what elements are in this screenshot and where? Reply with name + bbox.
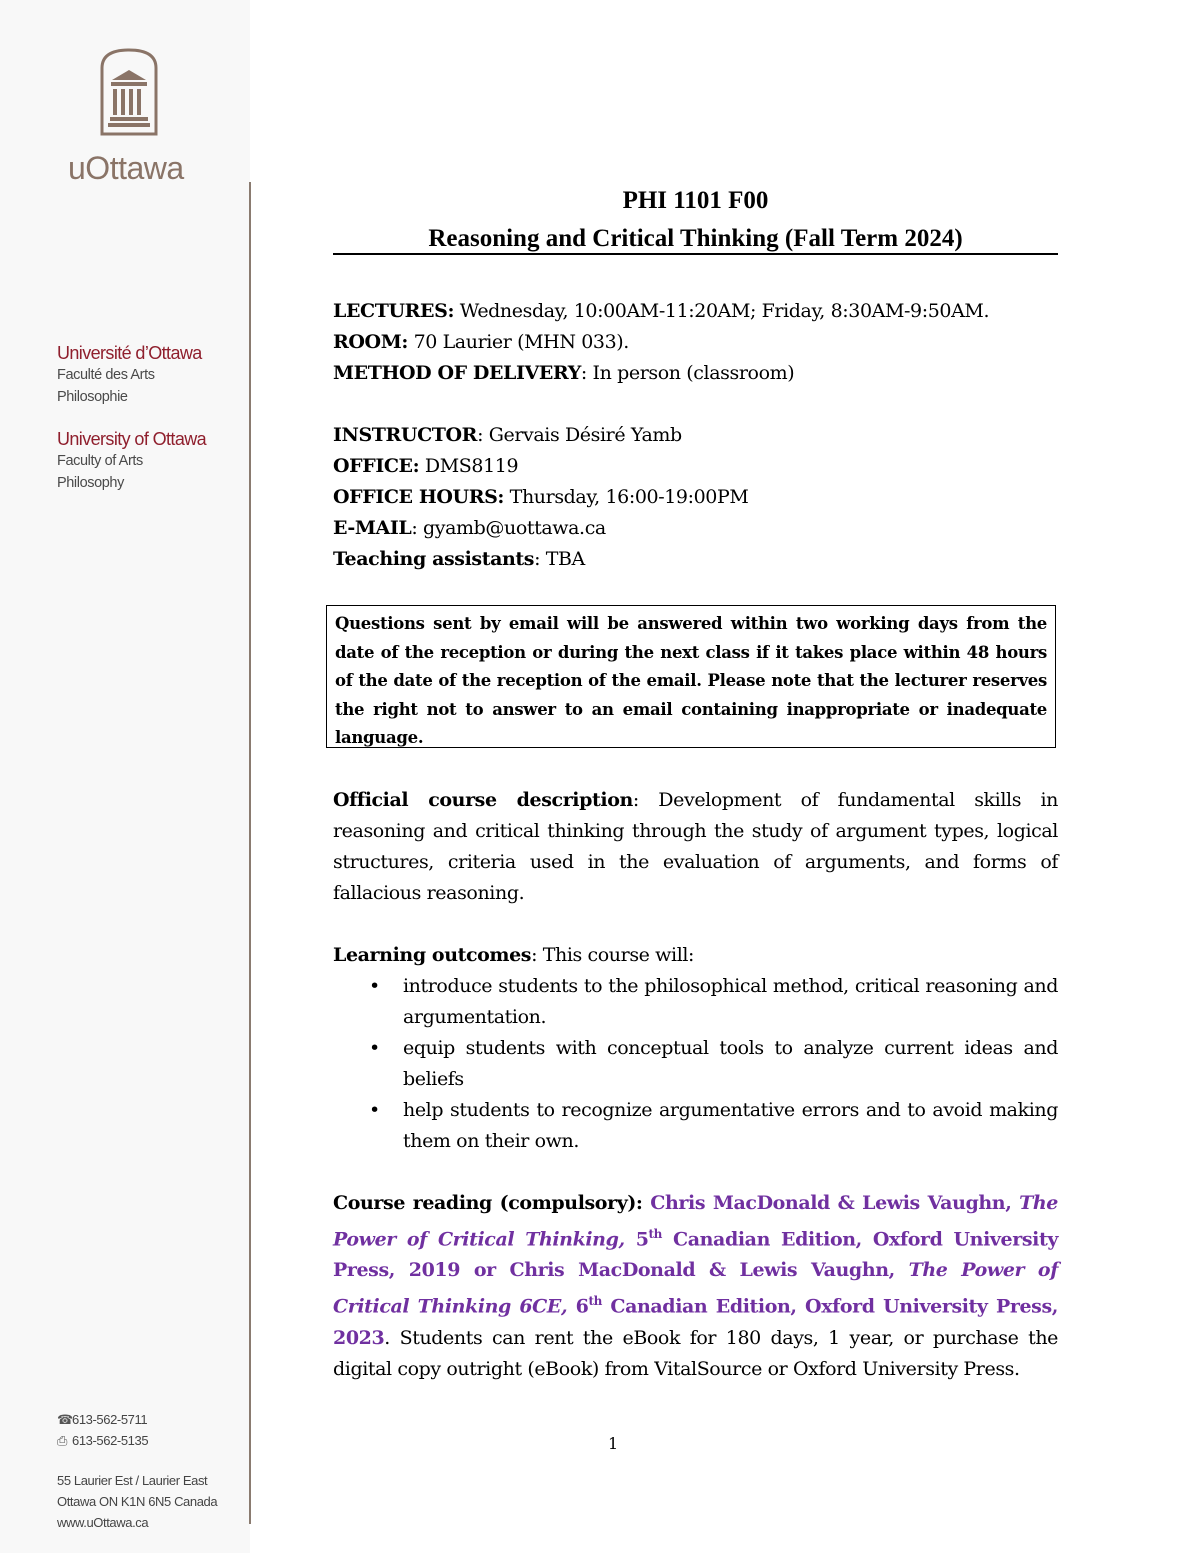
office-hours-label: OFFICE HOURS: xyxy=(333,486,505,508)
instructor-line xyxy=(333,420,1058,451)
learning-outcomes xyxy=(333,940,1058,1157)
outcomes-list xyxy=(333,971,1058,1157)
lectures-label: LECTURES: xyxy=(333,300,455,322)
delivery-value: : In person (classroom) xyxy=(580,362,795,384)
address-block xyxy=(57,1470,217,1533)
reading-book-2: The Power of Critical Thinking 6CE, xyxy=(333,1259,1058,1318)
lectures-line xyxy=(333,296,1058,327)
reading-edition-2: 6 xyxy=(567,1295,589,1318)
list-item xyxy=(333,971,1058,1033)
instructor-label: INSTRUCTOR xyxy=(333,424,478,446)
website-link[interactable]: www.uOttawa.ca xyxy=(57,1515,149,1530)
bullet-icon: • xyxy=(369,1037,380,1059)
course-info xyxy=(333,296,1058,575)
description-text: : Development of fundamental skills in reasoning and critical thinking through the study of argument types, logical structures, criteria used in the evaluation of arguments, and forms of fallacious reasoning. xyxy=(333,789,1058,904)
ta-line xyxy=(333,544,1058,575)
room-label: ROOM: xyxy=(333,331,408,353)
email-line xyxy=(333,513,1058,544)
description-label: Official course description xyxy=(333,789,633,811)
faculty-en: Faculty of Arts xyxy=(57,453,143,469)
reading-tail: . Students can rent the eBook for 180 days, 1 year, or purchase the digital copy outright (eBook) from VitalSource or Oxford University Press. xyxy=(333,1326,1058,1380)
bullet-icon: • xyxy=(369,1099,380,1121)
university-logo-icon xyxy=(98,46,160,138)
room-value: 70 Laurier (MHN 033). xyxy=(407,331,629,353)
unit-french xyxy=(57,342,202,408)
course-description xyxy=(333,785,1058,909)
course-title: Reasoning and Critical Thinking (Fall Term 2024) xyxy=(428,225,963,252)
room-line xyxy=(333,327,1058,358)
delivery-line xyxy=(333,358,1058,389)
list-item xyxy=(333,1095,1058,1157)
phone-icon: ☎ xyxy=(57,1412,73,1427)
ta-value: : TBA xyxy=(534,548,585,570)
title-underline xyxy=(333,253,1058,255)
reading-edition-1-sup: th xyxy=(648,1227,662,1241)
outcome-text: help students to recognize argumentative errors and to avoid making them on their own. xyxy=(403,1099,1058,1152)
ta-label: Teaching assistants xyxy=(333,548,535,570)
reading-label: Course reading (compulsory): xyxy=(333,1192,643,1214)
list-item xyxy=(333,1033,1058,1095)
department-fr: Philosophie xyxy=(57,389,128,405)
lectures-value: Wednesday, 10:00AM-11:20AM; Friday, 8:30AM-9:50AM. xyxy=(454,300,990,322)
office-line xyxy=(333,451,1058,482)
sidebar-divider xyxy=(249,182,251,1524)
outcome-text: equip students with conceptual tools to analyze current ideas and beliefs xyxy=(403,1037,1058,1090)
delivery-label: METHOD OF DELIVERY xyxy=(333,362,581,384)
fax-number: 613-562-5135 xyxy=(72,1433,149,1448)
reading-authors-1: Chris MacDonald & Lewis Vaughn, xyxy=(642,1192,1020,1214)
reading-book-1: The Power of Critical Thinking, xyxy=(333,1192,1058,1251)
address-line-2: Ottawa ON K1N 6N5 Canada xyxy=(57,1494,218,1509)
instructor-value: : Gervais Désiré Yamb xyxy=(477,424,682,446)
address-line-1: 55 Laurier Est / Laurier East xyxy=(57,1473,208,1488)
phone-block xyxy=(57,1409,148,1451)
phone-number: 613-562-5711 xyxy=(72,1412,148,1427)
reading-edition-1-rest: Canadian Edition, Oxford University Press, 2019 or Chris MacDonald & Lewis Vaughn, xyxy=(333,1228,1058,1282)
office-value: DMS8119 xyxy=(419,455,519,477)
course-code: PHI 1101 F00 xyxy=(622,187,769,214)
department-en: Philosophy xyxy=(57,475,124,491)
outcomes-intro: : This course will: xyxy=(531,944,695,966)
reading-edition-1: 5 xyxy=(624,1228,649,1251)
reading-edition-2-rest: Canadian Edition, Oxford University Press, 2023 xyxy=(333,1295,1058,1349)
bullet-icon: • xyxy=(369,975,380,997)
office-hours-line xyxy=(333,482,1058,513)
course-reading xyxy=(333,1188,1058,1385)
unit-english xyxy=(57,428,206,494)
outcomes-label: Learning outcomes xyxy=(333,944,532,966)
office-label: OFFICE: xyxy=(333,455,420,477)
fax-icon: ⎙ xyxy=(57,1433,68,1448)
university-name-fr: Université d’Ottawa xyxy=(57,343,202,363)
university-wordmark: uOttawa xyxy=(68,150,184,186)
faculty-fr: Faculté des Arts xyxy=(57,367,155,383)
reading-edition-2-sup: th xyxy=(588,1294,602,1309)
email-label: E-MAIL xyxy=(333,517,412,539)
university-name-en: University of Ottawa xyxy=(57,429,207,449)
letterhead-sidebar xyxy=(0,0,250,1553)
outcome-text: introduce students to the philosophical method, critical reasoning and argumentation. xyxy=(403,975,1058,1028)
office-hours-value: Thursday, 16:00-19:00PM xyxy=(504,486,749,508)
email-value[interactable]: : gyamb@uottawa.ca xyxy=(411,517,606,539)
email-policy-notice: Questions sent by email will be answered within two working days from the date of the reception or during the next class if it takes place within 48 hours of the date of the reception of the email. Please note that the lecturer reserves the right not to answer to an email containing inappropriate or inadequate language. xyxy=(326,605,1056,748)
page-number: 1 xyxy=(608,1434,619,1453)
course-title-block xyxy=(333,182,1058,258)
